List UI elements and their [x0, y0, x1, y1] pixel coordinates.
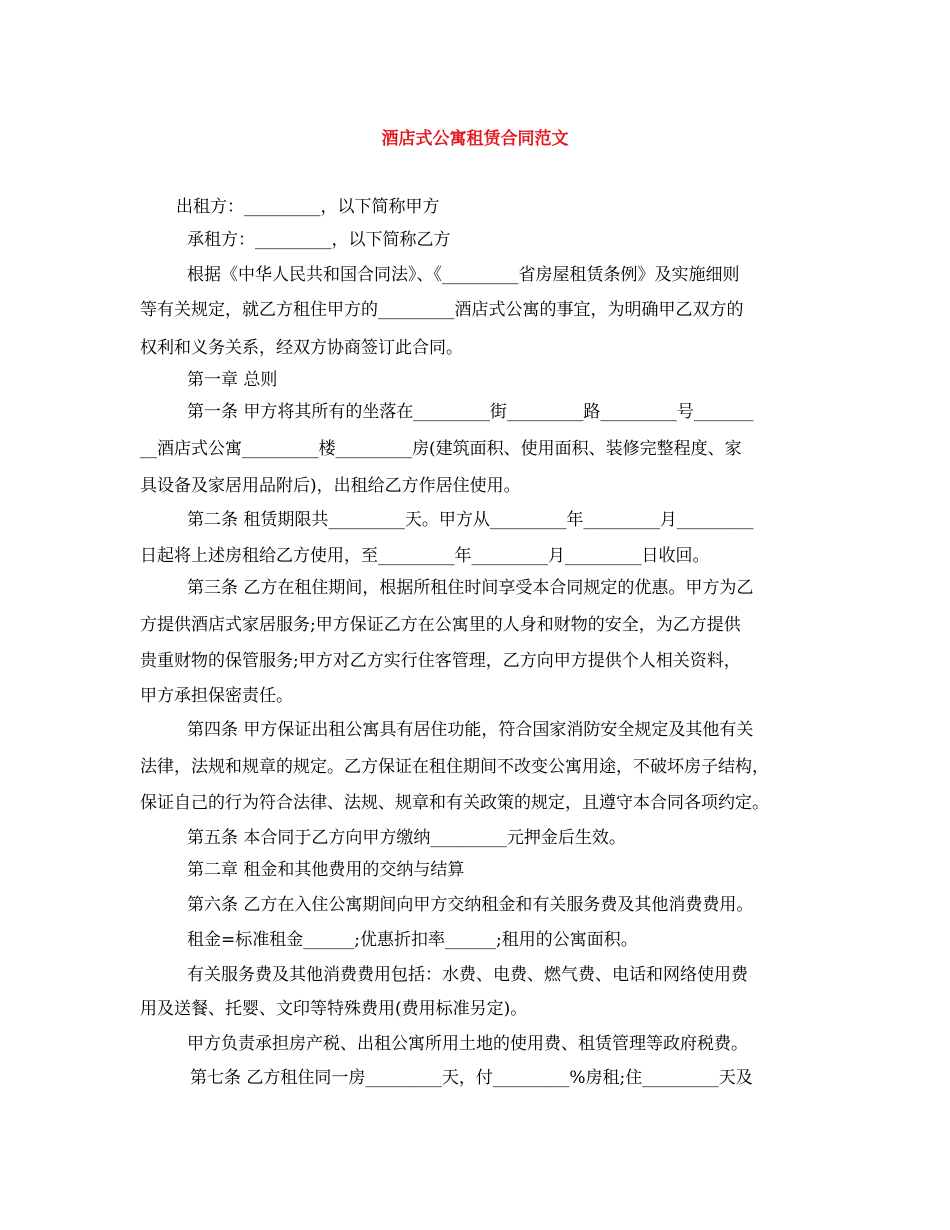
article-3-line-1: 第三条 乙方在租住期间，根据所租住时间享受本合同规定的优惠。甲方为乙: [187, 578, 754, 598]
preamble-line-2: 等有关规定，就乙方租住甲方的_________酒店式公寓的事宜，为明确甲乙双方的: [140, 300, 744, 320]
article-6-line-1: 第六条 乙方在入住公寓期间向甲方交纳租金和有关服务费及其他消费费用。: [187, 895, 754, 915]
article-4-line-3: 保证自己的行为符合法律、法规、规章和有关政策的规定，且遵守本合同各项约定。: [140, 793, 769, 813]
article-3-line-4: 甲方承担保密责任。: [140, 686, 293, 706]
article-2-line-1: 第二条 租赁期限共_________天。甲方从_________年_________月_________: [187, 510, 754, 530]
article-6-line-4: 用及送餐、托婴、文印等特殊费用(费用标准另定)。: [140, 999, 528, 1019]
preamble-line-3: 权利和义务关系，经双方协商签订此合同。: [140, 338, 463, 358]
article-6-line-5: 甲方负责承担房产税、出租公寓所用土地的使用费、租赁管理等政府税费。: [187, 1034, 748, 1054]
chapter-1-heading: 第一章 总则: [187, 370, 278, 390]
article-1-line-1: 第一条 甲方将其所有的坐落在_________街_________路_________号_______: [187, 402, 754, 422]
chapter-2-heading: 第二章 租金和其他费用的交纳与结算: [187, 860, 465, 880]
lessor-line: 出租方：_________，以下简称甲方: [176, 197, 440, 217]
article-4-line-2: 法律，法规和规章的规定。乙方保证在租住期间不改变公寓用途，不破坏房子结构，: [140, 757, 769, 777]
article-6-line-3: 有关服务费及其他消费费用包括：水费、电费、燃气费、电话和网络使用费: [187, 965, 748, 985]
document-title: 酒店式公寓租赁合同范文: [381, 129, 569, 149]
article-3-line-3: 贵重财物的保管服务;甲方对乙方实行住客管理，乙方向甲方提供个人相关资料，: [140, 651, 741, 671]
article-3-line-2: 方提供酒店式家居服务;甲方保证乙方在公寓里的人身和财物的安全，为乙方提供: [140, 615, 741, 635]
lessee-line: 承租方：_________，以下简称乙方: [187, 230, 451, 250]
article-1-line-2: __酒店式公寓_________楼_________房(建筑面积、使用面积、装修完整程度、家: [140, 439, 742, 459]
article-7-line-1: 第七条 乙方租住同一房_________天，付_________%房租;住_________天及: [190, 1068, 753, 1088]
article-1-line-3: 具设备及家居用品附后)，出租给乙方作居住使用。: [140, 476, 521, 496]
article-4-line-1: 第四条 甲方保证出租公寓具有居住功能，符合国家消防安全规定及其他有关: [187, 720, 754, 740]
article-5-line: 第五条 本合同于乙方向甲方缴纳_________元押金后生效。: [187, 828, 626, 848]
preamble-line-1: 根据《中华人民共和国合同法》、《_________省房屋租赁条例》及实施细则: [187, 265, 740, 285]
article-2-line-2: 日起将上述房租给乙方使用，至_________年_________月_________日收回。: [140, 546, 710, 566]
article-6-line-2: 租金=标准租金______;优惠折扣率______;租用的公寓面积。: [187, 930, 638, 950]
